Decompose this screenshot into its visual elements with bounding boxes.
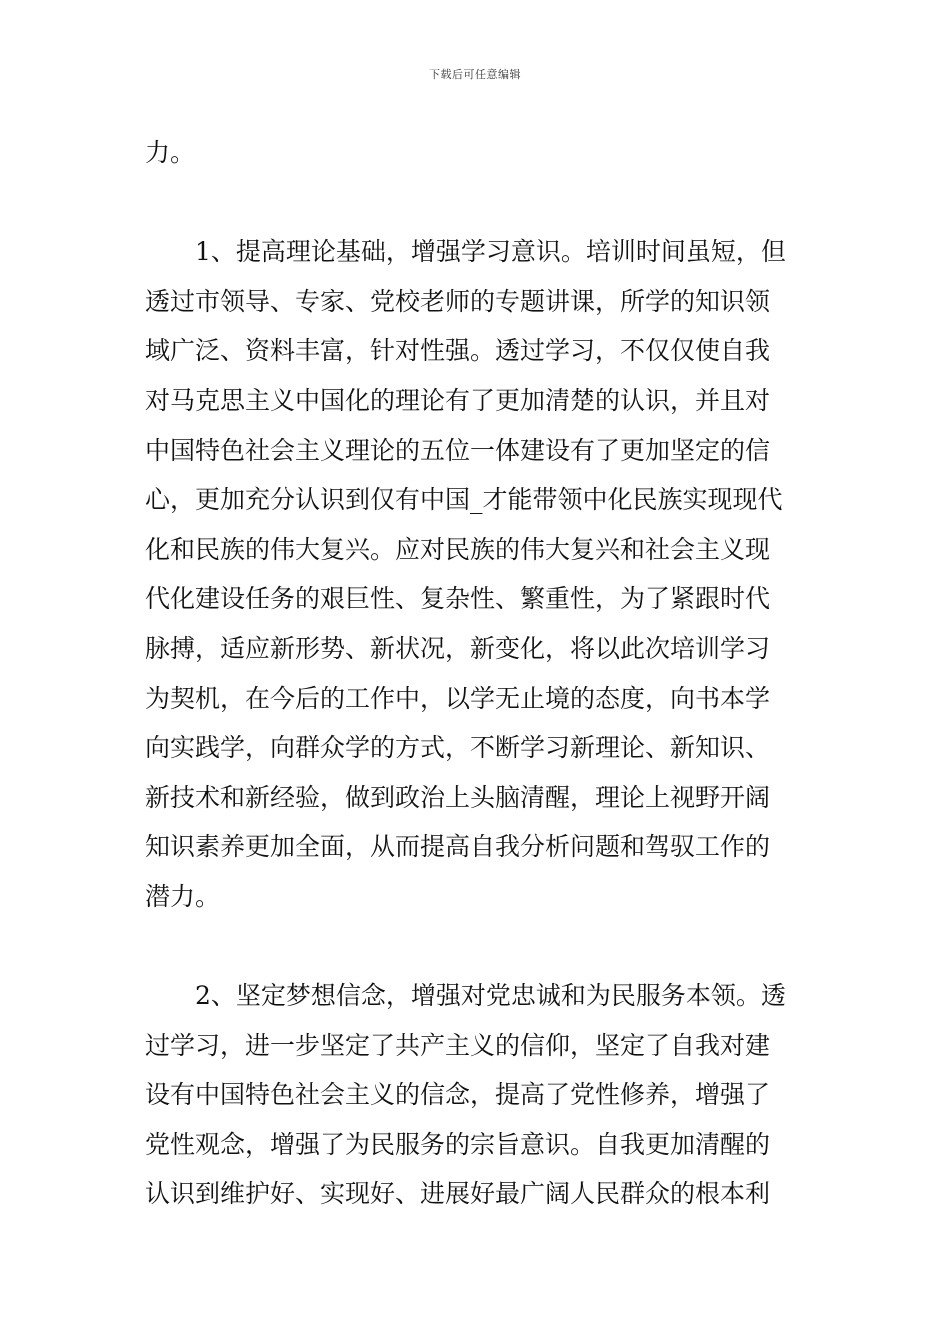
text-line: 为契机，在今后的工作中，以学无止境的态度，向书本学 <box>145 683 771 713</box>
document-body <box>145 128 813 1219</box>
text-line: 化和民族的伟大复兴。应对民族的伟大复兴和社会主义现 <box>145 534 771 564</box>
text-line: 知识素养更加全面，从而提高自我分析问题和驾驭工作的 <box>145 832 771 862</box>
paragraph-1 <box>145 227 813 921</box>
text-line: 对马克思主义中国化的理论有了更加清楚的认识，并且对 <box>145 385 771 415</box>
text-line: 党性观念，增强了为民服务的宗旨意识。自我更加清醒的 <box>145 1129 771 1159</box>
text-line: 域广泛、资料丰富，针对性强。透过学习，不仅仅使自我 <box>145 336 771 366</box>
text-line: 向实践学，向群众学的方式，不断学习新理论、新知识、 <box>145 733 771 763</box>
text-line: 脉搏，适应新形势、新状况，新变化，将以此次培训学习 <box>145 633 771 663</box>
paragraph-gap <box>145 922 813 972</box>
paragraph-gap <box>145 178 813 228</box>
text-line: 潜力。 <box>145 881 221 911</box>
page-header-note: 下载后可任意编辑 <box>429 68 521 81</box>
text-line: 认识到维护好、实现好、进展好最广阔人民群众的根本利 <box>145 1179 771 1209</box>
text-line: 透过市领导、专家、党校老师的专题讲课，所学的知识领 <box>145 286 771 316</box>
text-line: 设有中国特色社会主义的信念，提高了党性修养，增强了 <box>145 1080 771 1110</box>
text-line: 心，更加充分认识到仅有中国_才能带领中化民族实现现代 <box>145 485 783 515</box>
text-line: 新技术和新经验，做到政治上头脑清醒，理论上视野开阔 <box>145 782 771 812</box>
text-line: 1、提高理论基础，增强学习意识。培训时间虽短，但 <box>195 237 786 267</box>
text-line: 中国特色社会主义理论的五位一体建设有了更加坚定的信 <box>145 435 771 465</box>
text-line: 过学习，进一步坚定了共产主义的信仰，坚定了自我对建 <box>145 1030 771 1060</box>
paragraph-2 <box>145 971 813 1219</box>
text-line: 力。 <box>145 138 196 167</box>
text-line: 2、坚定梦想信念，增强对党忠诚和为民服务本领。透 <box>195 981 786 1011</box>
paragraph-continuation <box>145 128 813 178</box>
text-line: 代化建设任务的艰巨性、复杂性、繁重性，为了紧跟时代 <box>145 584 771 614</box>
